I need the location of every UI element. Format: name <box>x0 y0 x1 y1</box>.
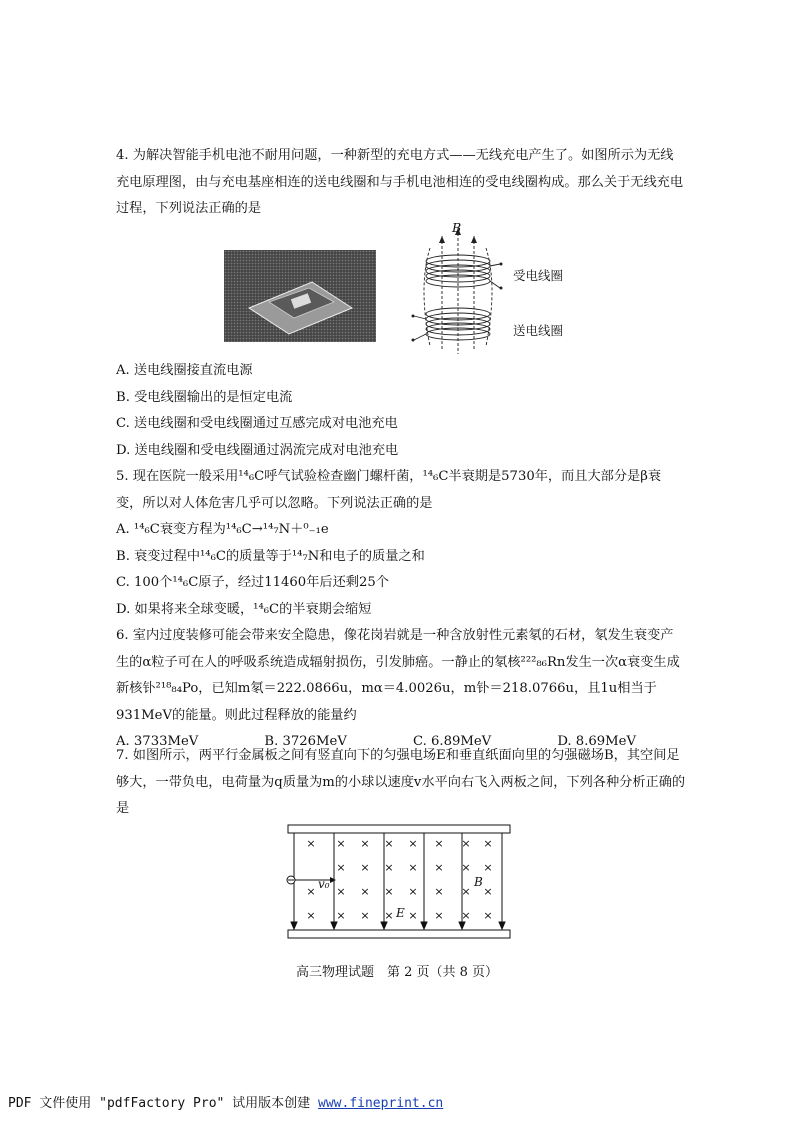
b-field-cross: × <box>306 885 316 898</box>
b-field-cross: × <box>483 885 493 898</box>
question-5 <box>116 464 686 623</box>
b-field-cross: × <box>408 861 418 874</box>
q6-option-a[interactable]: A. 3733MeV <box>116 734 199 749</box>
e-field-arrow <box>499 922 505 929</box>
b-field-cross: × <box>461 861 471 874</box>
q4-option-a[interactable]: A. 送电线圈接直流电源 <box>116 363 253 378</box>
b-field-cross: × <box>434 837 444 850</box>
b-field-label: B <box>474 875 483 889</box>
pdf-note <box>8 1092 443 1111</box>
b-field-cross: × <box>408 909 418 922</box>
b-field-cross: × <box>384 909 394 922</box>
e-field-arrow <box>421 922 427 929</box>
question-4 <box>116 143 686 223</box>
velocity-label: v₀ <box>318 877 330 891</box>
e-field-arrow <box>291 922 297 929</box>
fineprint-link[interactable]: www.fineprint.cn <box>318 1096 444 1111</box>
receive-coil-label: 受电线圈 <box>513 268 564 283</box>
b-field-cross: × <box>336 861 346 874</box>
b-field-cross: × <box>434 861 444 874</box>
q5-option-b[interactable]: B. 衰变过程中¹⁴₆C的质量等于¹⁴₇N和电子的质量之和 <box>116 548 425 564</box>
b-field-cross: × <box>336 885 346 898</box>
b-field-cross: × <box>360 909 370 922</box>
question-7-stem: 7. 如图所示，两平行金属板之间有竖直向下的匀强电场E和垂直纸面向里的匀强磁场B，其空间足够大，一带负电，电荷量为q质量为m的小球以速度v水平向右飞入两板之间，下列各种分析正确的是 <box>116 748 686 816</box>
q5-option-d[interactable]: D. 如果将来全球变暖，¹⁴₆C的半衰期会缩短 <box>116 601 372 617</box>
b-field-cross: × <box>360 837 370 850</box>
wireless-charger-photo <box>224 250 376 342</box>
e-field-arrow <box>331 922 337 929</box>
b-field-cross: × <box>408 837 418 850</box>
page-footer: 高三物理试题 第 2 页（共 8 页） <box>295 965 499 980</box>
coil-diagram <box>408 220 508 356</box>
b-field-cross: × <box>336 837 346 850</box>
question-6 <box>116 623 686 756</box>
question-5-stem: 5. 现在医院一般采用¹⁴₆C呼气试验检查幽门螺杆菌，¹⁴₆C半衰期是5730年，而且大部分是β衰变，所以对人体危害几乎可以忽略。下列说法正确的是 <box>116 469 662 511</box>
bottom-plate <box>288 930 510 938</box>
b-field-cross: × <box>461 837 471 850</box>
b-field-cross: × <box>483 837 493 850</box>
b-field-cross: × <box>384 837 394 850</box>
send-coil-label: 送电线圈 <box>513 323 564 338</box>
q6-option-c[interactable]: C. 6.89MeV <box>413 734 492 749</box>
b-field-cross: × <box>360 861 370 874</box>
magnetic-field-label: B <box>452 220 462 235</box>
q6-option-d[interactable]: D. 8.69MeV <box>557 734 636 749</box>
e-field-label: E <box>396 906 405 920</box>
top-plate <box>288 825 510 833</box>
b-field-cross: × <box>336 909 346 922</box>
question-7 <box>116 743 686 823</box>
b-field-cross: × <box>483 909 493 922</box>
b-field-cross: × <box>461 885 471 898</box>
question-4-options <box>116 358 686 464</box>
e-field-arrow <box>459 922 465 929</box>
b-field-cross: × <box>306 909 316 922</box>
parallel-plate-diagram <box>284 822 514 942</box>
b-field-cross: × <box>384 885 394 898</box>
b-field-cross: × <box>461 909 471 922</box>
q6-option-b[interactable]: B. 3726MeV <box>264 734 347 749</box>
b-field-cross: × <box>434 909 444 922</box>
b-field-cross: × <box>360 885 370 898</box>
b-field-cross: × <box>306 837 316 850</box>
pdf-note-text: PDF 文件使用 "pdfFactory Pro" 试用版本创建 <box>8 1096 319 1111</box>
q4-option-d[interactable]: D. 送电线圈和受电线圈通过涡流完成对电池充电 <box>116 442 399 458</box>
q5-option-a[interactable]: A. ¹⁴₆C衰变方程为¹⁴₆C→¹⁴₇N＋⁰₋₁e <box>116 522 329 537</box>
b-field-cross: × <box>408 885 418 898</box>
q4-option-c[interactable]: C. 送电线圈和受电线圈通过互感完成对电池充电 <box>116 416 398 431</box>
b-field-cross: × <box>434 885 444 898</box>
b-field-cross: × <box>384 861 394 874</box>
e-field-arrow <box>381 922 387 929</box>
q5-option-c[interactable]: C. 100个¹⁴₆C原子，经过11460年后还剩25个 <box>116 575 389 590</box>
question-4-stem: 4. 为解决智能手机电池不耐用问题，一种新型的充电方式——无线充电产生了。如图所示为无线充电原理图，由与充电基座相连的送电线圈和与手机电池相连的受电线圈构成。那么关于无线充电过程，下列说法正确的是 <box>116 148 684 216</box>
q4-option-b[interactable]: B. 受电线圈输出的是恒定电流 <box>116 389 293 405</box>
question-6-stem: 6. 室内过度装修可能会带来安全隐患，像花岗岩就是一种含放射性元素氡的石材，氡发生衰变产生的α粒子可在人的呼吸系统造成辐射损伤，引发肺癌。一静止的氡核²²²₈₆Rn发生一次α衰变生成新核钋²¹⁸₈₄Po，已知m氡＝222.0866u，mα＝4.0026u，m钋＝218.0766u，且1u相当于931MeV的能量。则此过程释放的能量约 <box>116 628 680 723</box>
b-field-cross: × <box>483 861 493 874</box>
